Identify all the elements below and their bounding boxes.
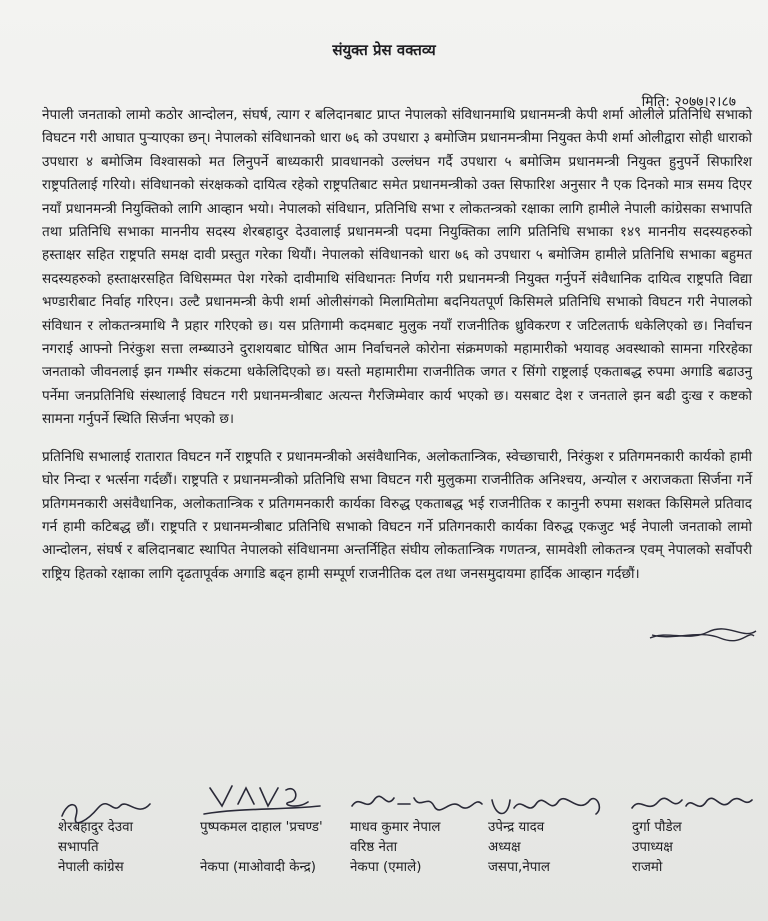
signature-mark-1 <box>58 790 198 830</box>
signatory-role: वरिष्ठ नेता <box>350 840 398 855</box>
signatory-name: दुर्गा पौडेल <box>632 820 682 835</box>
signatory-2 <box>200 818 323 878</box>
signatory-party: जसपा,नेपाल <box>488 860 550 875</box>
signatory-name: शेरबहादुर देउवा <box>58 820 134 835</box>
statement-body <box>42 104 752 586</box>
signatory-name: उपेन्द्र यादव <box>488 820 545 835</box>
signature-mark-3 <box>350 790 490 830</box>
signature-mark-2 <box>200 780 340 820</box>
signature-mark-4 <box>488 790 628 830</box>
signatory-4 <box>488 818 550 878</box>
signatory-role <box>200 838 323 858</box>
signatory-party: राजमो <box>632 860 663 875</box>
document-date: मिति: २०७७।२।८७ <box>641 94 736 110</box>
signatory-party: नेकपा (एमाले) <box>350 860 422 875</box>
document-title: संयुक्त प्रेस वक्तव्य <box>332 41 436 59</box>
signatory-name: माधव कुमार नेपाल <box>350 820 441 835</box>
signatory-role: अध्यक्ष <box>488 840 521 855</box>
signatory-role: सभापति <box>58 840 99 855</box>
signatory-name: पुष्पकमल दाहाल 'प्रचण्ड' <box>200 820 323 835</box>
signatory-3 <box>350 818 441 878</box>
signatory-party: नेकपा (माओवादी केन्द्र) <box>200 860 316 875</box>
signatory-party: नेपाली कांग्रेस <box>58 860 124 875</box>
statement-paragraph-2: प्रतिनिधि सभालाई रातारात विघटन गर्ने राष्ट्रपति र प्रधानमन्त्रीको असंवैधानिक, अलोकतान्त्रिक, स्वेच्छाचारी, निरंकुश र प्रतिगमनकारी कार्यको हामी घोर निन्दा र भर्त्सना गर्दछौं। राष्ट्रपति र प्रधानमन्त्रीको प्रतिनिधि सभा विघटन गरी मुलुकमा राजनीतिक अनिश्चय, अन्योल र अराजकता सिर्जना गर्ने प्रतिगमनकारी असंवैधानिक, अलोकतान्त्रिक र प्रतिगमनकारी कार्यका विरुद्ध एकताबद्ध भई राजनीतिक र कानुनी रुपमा सशक्त किसिमले प्रतिवाद गर्न हामी कटिबद्ध छौं। राष्ट्रपति र प्रधानमन्त्रीबाट प्रतिनिधि सभाको विघटन गर्ने प्रतिगनकारी कार्यका विरुद्ध एकजुट भई नेपाली जनताको लामो आन्दोलन, संघर्ष र बलिदानबाट स्थापित नेपालको संविधानमा अन्तर्निहित संघीय लोकतान्त्रिक गणतन्त्र, सामवेशी लोकतन्त्र एवम् नेपालको सर्वोपरी राष्ट्रिय हितको रक्षाका लागि दृढतापूर्वक अगाडि बढ्न हामी सम्पूर्ण राजनीतिक दल तथा जनसमुदायमा हार्दिक आव्हान गर्दछौं। <box>42 448 752 582</box>
handwritten-strikethrough <box>648 626 758 646</box>
statement-paragraph-1: नेपाली जनताको लामो कठोर आन्दोलन, संघर्ष, त्याग र बलिदानबाट प्राप्त नेपालको संविधानमाथि प्रधानमन्त्री केपी शर्मा ओलीले प्रतिनिधि सभाको विघटन गरी आघात पुर्‍याएका छन्। नेपालको संविधानको धारा ७६ को उपधारा ३ बमोजिम प्रधानमन्त्रीमा नियुक्त केपी शर्मा ओलीद्वारा सोही धाराको उपधारा ४ बमोजिम विश्वासको मत लिनुपर्ने बाध्यकारी प्रावधानको उल्लंघन गर्दै उपधारा ५ बमोजिम प्रधानमन्त्री नियुक्त हुनुपर्ने सिफारिश राष्ट्रपतिलाई गरियो। संविधानको संरक्षकको दायित्व रहेको राष्ट्रपतिबाट समेत प्रधानमन्त्रीको उक्त सिफारिश अनुसार नै एक दिनको मात्र समय दिएर नयाँ प्रधानमन्त्री नियुक्तिको लागि आव्हान भयो। नेपालको संविधान, प्रतिनिधि सभा र लोकतन्त्रको रक्षाका लागि हामीले नेपाली कांग्रेसका सभापति तथा प्रतिनिधि सभाका माननीय सदस्य शेरबहादुर देउवालाई प्रधानमन्त्री पदमा नियुक्तिका लागि प्रतिनिधि सभाका १४९ माननीय सदस्यहरुको हस्ताक्षर सहित राष्ट्रपति समक्ष दावी प्रस्तुत गरेका थियौं। नेपालको संविधानको धारा ७६ को उपधारा ५ बमोजिम हामीले प्रतिनिधि सभाका बहुमत सदस्यहरुको हस्ताक्षरसहित विधिसम्मत पेश गरेको दावीमाथि संविधानतः निर्णय गरी प्रधानमन्त्री नियुक्त गर्नुपर्ने संवैधानिक दायित्व राष्ट्रपति विद्या भण्डारीबाट निर्वाह गरिएन। उल्टै प्रधानमन्त्री केपी शर्मा ओलीसंगको मिलामितोमा बदनियतपूर्ण किसिमले प्रतिनिधि सभाको विघटन गरी नेपालको संविधान र लोकतन्त्रमाथि नै प्रहार गरिएको छ। यस प्रतिगामी कदमबाट मुलुक नयाँ राजनीतिक ध्रुविकरण र जटिलतार्फ धकेलिएको छ। निर्वाचन नगराई आफ्नो निरंकुश सत्ता लम्ब्याउने दुराशयबाट घोषित आम निर्वाचनले कोरोना संक्रमणको महामारीको भयावह अवस्थाको सामना गरिरहेका जनताको जीवनलाई झन गम्भीर संकटमा धकेलिदिएको छ। यस्तो महामारीमा राजनीतिक जगत र सिंगो राष्ट्रलाई एकताबद्ध रुपमा अगाडि बढाउनु पर्नेमा जनप्रतिनिधि संस्थालाई विघटन गरी प्रधानमन्त्रीबाट अत्यन्त गैरजिम्मेवार कार्य भएको छ। यसबाट देश र जनताले झन बढी दुःख र कष्टको सामना गर्नुपर्ने स्थिति सिर्जना भएको छ। <box>42 107 752 428</box>
signatory-role: उपाध्यक्ष <box>632 840 673 855</box>
signatory-1 <box>58 818 133 878</box>
signatory-5 <box>632 818 682 878</box>
signature-mark-5 <box>632 790 768 830</box>
